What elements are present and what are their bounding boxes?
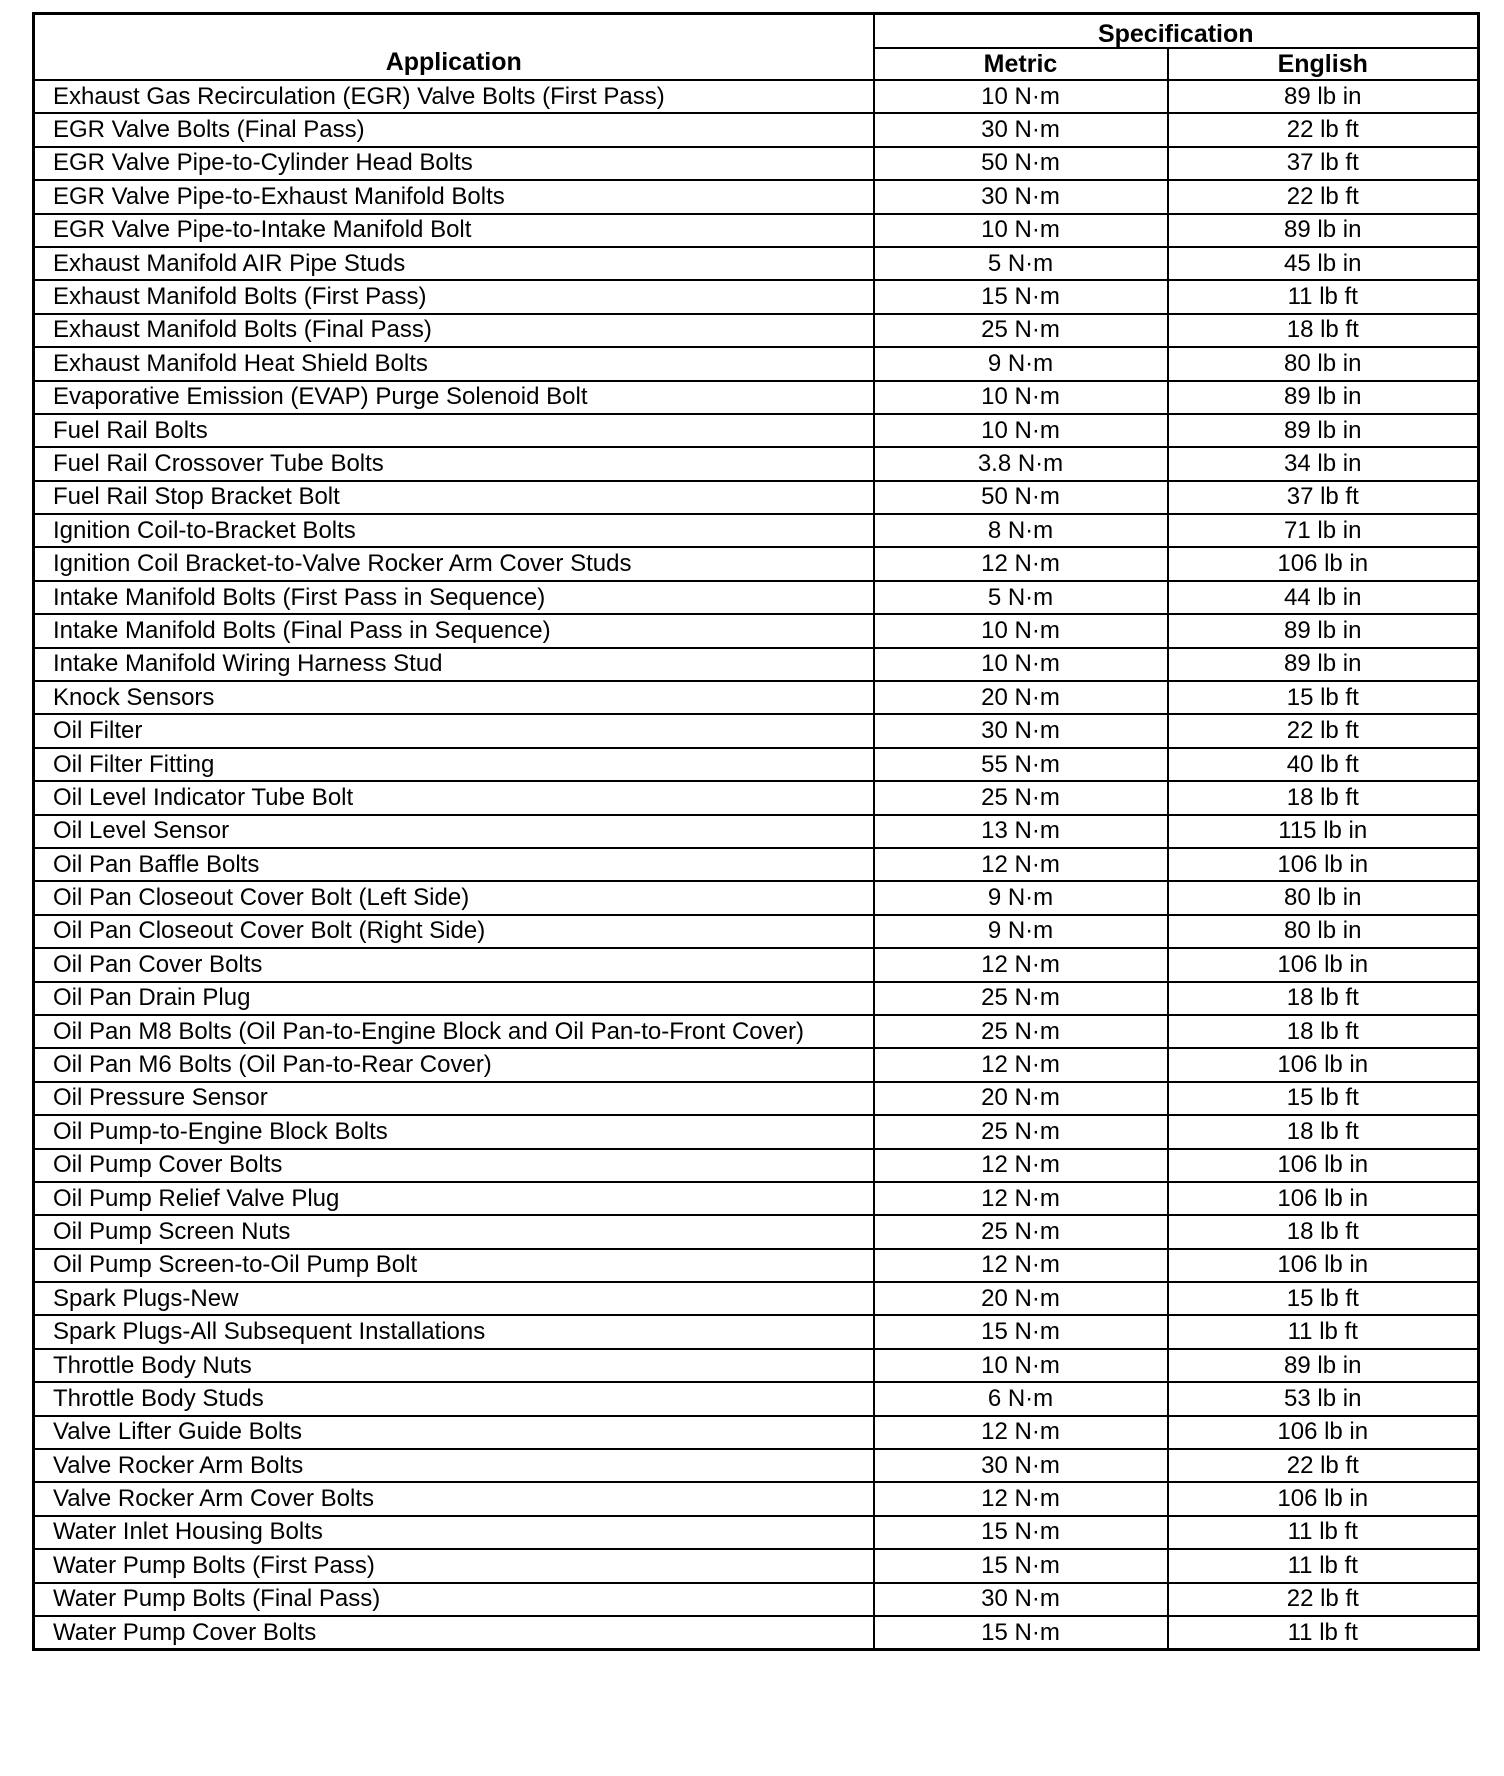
table-row: [34, 714, 1479, 747]
application-cell: Oil Pan M6 Bolts (Oil Pan-to-Rear Cover): [34, 1048, 874, 1081]
application-cell: Oil Filter Fitting: [34, 748, 874, 781]
application-cell: Exhaust Gas Recirculation (EGR) Valve Bolts (First Pass): [34, 80, 874, 113]
metric-value-cell: 30 N·m: [874, 714, 1168, 747]
english-value-cell: 11 lb ft: [1168, 1616, 1479, 1650]
english-value-cell: 80 lb in: [1168, 881, 1479, 914]
metric-value-cell: 15 N·m: [874, 1549, 1168, 1582]
english-value-cell: 45 lb in: [1168, 247, 1479, 280]
metric-value-cell: 6 N·m: [874, 1382, 1168, 1415]
metric-value-cell: 15 N·m: [874, 280, 1168, 313]
english-value-cell: 18 lb ft: [1168, 1215, 1479, 1248]
application-cell: Evaporative Emission (EVAP) Purge Solenoid Bolt: [34, 381, 874, 414]
application-cell: Exhaust Manifold Bolts (Final Pass): [34, 314, 874, 347]
table-row: [34, 982, 1479, 1015]
english-value-cell: 18 lb ft: [1168, 1115, 1479, 1148]
table-body: [34, 80, 1479, 1650]
header-row-top: [34, 14, 1479, 49]
english-value-cell: 15 lb ft: [1168, 1282, 1479, 1315]
application-cell: Exhaust Manifold AIR Pipe Studs: [34, 247, 874, 280]
english-value-cell: 22 lb ft: [1168, 113, 1479, 146]
table-row: [34, 1082, 1479, 1115]
english-value-cell: 106 lb in: [1168, 948, 1479, 981]
application-cell: Oil Pump-to-Engine Block Bolts: [34, 1115, 874, 1148]
application-cell: Spark Plugs-New: [34, 1282, 874, 1315]
table-row: [34, 1583, 1479, 1616]
metric-value-cell: 12 N·m: [874, 1416, 1168, 1449]
english-value-cell: 44 lb in: [1168, 581, 1479, 614]
english-value-cell: 80 lb in: [1168, 915, 1479, 948]
english-value-cell: 22 lb ft: [1168, 180, 1479, 213]
application-cell: Knock Sensors: [34, 681, 874, 714]
english-value-cell: 106 lb in: [1168, 1249, 1479, 1282]
english-value-cell: 11 lb ft: [1168, 1549, 1479, 1582]
application-cell: Fuel Rail Crossover Tube Bolts: [34, 447, 874, 480]
metric-value-cell: 50 N·m: [874, 147, 1168, 180]
english-value-cell: 106 lb in: [1168, 1416, 1479, 1449]
metric-value-cell: 10 N·m: [874, 414, 1168, 447]
metric-value-cell: 10 N·m: [874, 1349, 1168, 1382]
english-value-cell: 106 lb in: [1168, 1482, 1479, 1515]
application-cell: Oil Pan Drain Plug: [34, 982, 874, 1015]
english-value-cell: 15 lb ft: [1168, 1082, 1479, 1115]
metric-value-cell: 9 N·m: [874, 881, 1168, 914]
metric-value-cell: 30 N·m: [874, 1449, 1168, 1482]
metric-value-cell: 25 N·m: [874, 1015, 1168, 1048]
metric-value-cell: 10 N·m: [874, 80, 1168, 113]
metric-value-cell: 12 N·m: [874, 1048, 1168, 1081]
application-cell: Oil Pan Closeout Cover Bolt (Left Side): [34, 881, 874, 914]
application-cell: Oil Level Indicator Tube Bolt: [34, 781, 874, 814]
application-cell: Exhaust Manifold Heat Shield Bolts: [34, 347, 874, 380]
application-cell: Water Pump Cover Bolts: [34, 1616, 874, 1650]
english-value-cell: 22 lb ft: [1168, 714, 1479, 747]
english-value-cell: 11 lb ft: [1168, 280, 1479, 313]
english-value-cell: 89 lb in: [1168, 1349, 1479, 1382]
application-cell: Valve Rocker Arm Bolts: [34, 1449, 874, 1482]
table-row: [34, 614, 1479, 647]
english-value-cell: 18 lb ft: [1168, 982, 1479, 1015]
english-value-cell: 37 lb ft: [1168, 481, 1479, 514]
table-row: [34, 1315, 1479, 1348]
english-value-cell: 34 lb in: [1168, 447, 1479, 480]
table-row: [34, 781, 1479, 814]
application-cell: Valve Rocker Arm Cover Bolts: [34, 1482, 874, 1515]
english-value-cell: 11 lb ft: [1168, 1516, 1479, 1549]
table-row: [34, 481, 1479, 514]
metric-value-cell: 25 N·m: [874, 1215, 1168, 1248]
application-cell: Intake Manifold Bolts (First Pass in Sequence): [34, 581, 874, 614]
metric-value-cell: 12 N·m: [874, 948, 1168, 981]
metric-value-cell: 30 N·m: [874, 1583, 1168, 1616]
application-cell: Exhaust Manifold Bolts (First Pass): [34, 280, 874, 313]
table-row: [34, 1382, 1479, 1415]
table-row: [34, 1048, 1479, 1081]
english-value-cell: 80 lb in: [1168, 347, 1479, 380]
table-row: [34, 1349, 1479, 1382]
english-value-cell: 89 lb in: [1168, 414, 1479, 447]
application-cell: EGR Valve Bolts (Final Pass): [34, 113, 874, 146]
table-row: [34, 681, 1479, 714]
english-value-cell: 22 lb ft: [1168, 1449, 1479, 1482]
metric-value-cell: 30 N·m: [874, 180, 1168, 213]
table-row: [34, 247, 1479, 280]
metric-value-cell: 10 N·m: [874, 214, 1168, 247]
fastener-specification-table: [32, 12, 1480, 1651]
table-row: [34, 1449, 1479, 1482]
application-cell: Fuel Rail Stop Bracket Bolt: [34, 481, 874, 514]
english-value-cell: 71 lb in: [1168, 514, 1479, 547]
table-row: [34, 347, 1479, 380]
application-cell: EGR Valve Pipe-to-Cylinder Head Bolts: [34, 147, 874, 180]
application-cell: EGR Valve Pipe-to-Intake Manifold Bolt: [34, 214, 874, 247]
application-cell: Water Pump Bolts (Final Pass): [34, 1583, 874, 1616]
table-row: [34, 147, 1479, 180]
table-row: [34, 1182, 1479, 1215]
specification-header: Specification: [874, 14, 1479, 49]
table-header: [34, 14, 1479, 81]
application-cell: Intake Manifold Bolts (Final Pass in Sequence): [34, 614, 874, 647]
english-value-cell: 106 lb in: [1168, 848, 1479, 881]
english-value-cell: 18 lb ft: [1168, 781, 1479, 814]
english-header: English: [1168, 48, 1479, 80]
table-row: [34, 80, 1479, 113]
metric-value-cell: 8 N·m: [874, 514, 1168, 547]
table-row: [34, 280, 1479, 313]
table-row: [34, 1416, 1479, 1449]
metric-value-cell: 30 N·m: [874, 113, 1168, 146]
table-row: [34, 948, 1479, 981]
application-cell: Fuel Rail Bolts: [34, 414, 874, 447]
table-row: [34, 881, 1479, 914]
english-value-cell: 53 lb in: [1168, 1382, 1479, 1415]
english-value-cell: 11 lb ft: [1168, 1315, 1479, 1348]
metric-value-cell: 50 N·m: [874, 481, 1168, 514]
metric-value-cell: 15 N·m: [874, 1315, 1168, 1348]
metric-value-cell: 12 N·m: [874, 1249, 1168, 1282]
table-row: [34, 1015, 1479, 1048]
english-value-cell: 15 lb ft: [1168, 681, 1479, 714]
table-row: [34, 915, 1479, 948]
table-row: [34, 214, 1479, 247]
table-row: [34, 1249, 1479, 1282]
english-value-cell: 89 lb in: [1168, 381, 1479, 414]
metric-value-cell: 25 N·m: [874, 781, 1168, 814]
metric-value-cell: 20 N·m: [874, 1282, 1168, 1315]
table-row: [34, 648, 1479, 681]
english-value-cell: 106 lb in: [1168, 1182, 1479, 1215]
application-cell: Valve Lifter Guide Bolts: [34, 1416, 874, 1449]
metric-value-cell: 3.8 N·m: [874, 447, 1168, 480]
application-cell: Ignition Coil-to-Bracket Bolts: [34, 514, 874, 547]
application-cell: Oil Level Sensor: [34, 815, 874, 848]
application-cell: Oil Pump Screen Nuts: [34, 1215, 874, 1248]
table-row: [34, 1282, 1479, 1315]
metric-value-cell: 12 N·m: [874, 1149, 1168, 1182]
english-value-cell: 18 lb ft: [1168, 1015, 1479, 1048]
table-row: [34, 1616, 1479, 1650]
english-value-cell: 18 lb ft: [1168, 314, 1479, 347]
table-row: [34, 815, 1479, 848]
english-value-cell: 106 lb in: [1168, 1149, 1479, 1182]
application-cell: Throttle Body Nuts: [34, 1349, 874, 1382]
table-row: [34, 1516, 1479, 1549]
application-cell: Oil Pan Baffle Bolts: [34, 848, 874, 881]
metric-value-cell: 5 N·m: [874, 581, 1168, 614]
metric-value-cell: 20 N·m: [874, 1082, 1168, 1115]
english-value-cell: 89 lb in: [1168, 214, 1479, 247]
application-cell: Oil Pump Screen-to-Oil Pump Bolt: [34, 1249, 874, 1282]
table-row: [34, 514, 1479, 547]
application-cell: Ignition Coil Bracket-to-Valve Rocker Arm Cover Studs: [34, 547, 874, 580]
english-value-cell: 106 lb in: [1168, 1048, 1479, 1081]
table-row: [34, 414, 1479, 447]
application-cell: Throttle Body Studs: [34, 1382, 874, 1415]
metric-value-cell: 25 N·m: [874, 314, 1168, 347]
metric-value-cell: 10 N·m: [874, 648, 1168, 681]
table-row: [34, 1215, 1479, 1248]
metric-value-cell: 20 N·m: [874, 681, 1168, 714]
metric-value-cell: 12 N·m: [874, 547, 1168, 580]
metric-value-cell: 25 N·m: [874, 1115, 1168, 1148]
application-cell: Intake Manifold Wiring Harness Stud: [34, 648, 874, 681]
metric-value-cell: 55 N·m: [874, 748, 1168, 781]
metric-value-cell: 12 N·m: [874, 1182, 1168, 1215]
table-row: [34, 1149, 1479, 1182]
metric-value-cell: 9 N·m: [874, 915, 1168, 948]
application-cell: Oil Pressure Sensor: [34, 1082, 874, 1115]
application-cell: Oil Filter: [34, 714, 874, 747]
table-row: [34, 848, 1479, 881]
table-row: [34, 447, 1479, 480]
english-value-cell: 115 lb in: [1168, 815, 1479, 848]
english-value-cell: 22 lb ft: [1168, 1583, 1479, 1616]
metric-value-cell: 10 N·m: [874, 614, 1168, 647]
english-value-cell: 37 lb ft: [1168, 147, 1479, 180]
table-row: [34, 1115, 1479, 1148]
english-value-cell: 40 lb ft: [1168, 748, 1479, 781]
metric-value-cell: 9 N·m: [874, 347, 1168, 380]
metric-value-cell: 5 N·m: [874, 247, 1168, 280]
metric-value-cell: 15 N·m: [874, 1616, 1168, 1650]
table-row: [34, 547, 1479, 580]
metric-value-cell: 13 N·m: [874, 815, 1168, 848]
application-cell: Oil Pan Cover Bolts: [34, 948, 874, 981]
table-row: [34, 381, 1479, 414]
table-row: [34, 1482, 1479, 1515]
application-cell: Oil Pump Cover Bolts: [34, 1149, 874, 1182]
metric-value-cell: 10 N·m: [874, 381, 1168, 414]
metric-value-cell: 12 N·m: [874, 848, 1168, 881]
metric-value-cell: 15 N·m: [874, 1516, 1168, 1549]
application-cell: EGR Valve Pipe-to-Exhaust Manifold Bolts: [34, 180, 874, 213]
application-cell: Oil Pan M8 Bolts (Oil Pan-to-Engine Block and Oil Pan-to-Front Cover): [34, 1015, 874, 1048]
application-header: Application: [34, 14, 874, 81]
metric-header: Metric: [874, 48, 1168, 80]
table-row: [34, 1549, 1479, 1582]
metric-value-cell: 25 N·m: [874, 982, 1168, 1015]
table-row: [34, 581, 1479, 614]
english-value-cell: 89 lb in: [1168, 614, 1479, 647]
table-row: [34, 113, 1479, 146]
metric-value-cell: 12 N·m: [874, 1482, 1168, 1515]
application-cell: Spark Plugs-All Subsequent Installations: [34, 1315, 874, 1348]
table-row: [34, 314, 1479, 347]
application-cell: Water Pump Bolts (First Pass): [34, 1549, 874, 1582]
table-row: [34, 748, 1479, 781]
table-row: [34, 180, 1479, 213]
english-value-cell: 89 lb in: [1168, 80, 1479, 113]
application-cell: Water Inlet Housing Bolts: [34, 1516, 874, 1549]
application-cell: Oil Pan Closeout Cover Bolt (Right Side): [34, 915, 874, 948]
english-value-cell: 89 lb in: [1168, 648, 1479, 681]
application-cell: Oil Pump Relief Valve Plug: [34, 1182, 874, 1215]
english-value-cell: 106 lb in: [1168, 547, 1479, 580]
